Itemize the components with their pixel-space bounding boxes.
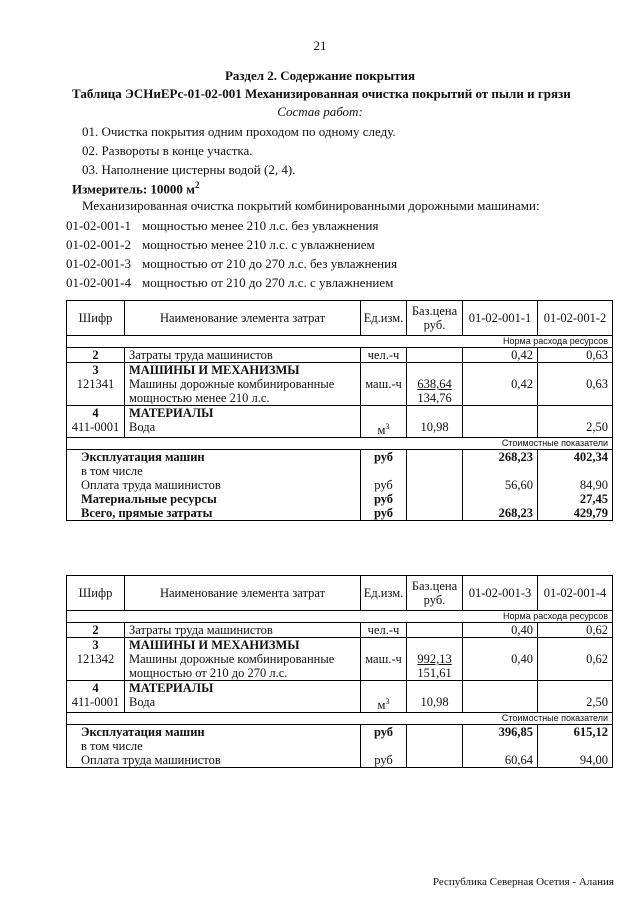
header-unit: Ед.изм. bbox=[361, 301, 407, 336]
operation-item: 02. Развороты в конце участка. bbox=[82, 143, 253, 158]
cost-row bbox=[67, 739, 613, 753]
cost-unit: руб bbox=[361, 478, 407, 492]
header-col-b: 01-02-001-2 bbox=[538, 301, 613, 336]
row-value-b: 2,50 bbox=[538, 695, 613, 713]
cost-subheader: Стоимостные показатели bbox=[67, 438, 613, 450]
cost-value-b: 402,34 bbox=[538, 450, 613, 465]
row-name: Вода bbox=[125, 695, 361, 713]
header-name: Наименование элемента затрат bbox=[125, 576, 361, 611]
operation-item: 03. Наполнение цистерны водой (2, 4). bbox=[82, 162, 296, 177]
variant-text: мощностью от 210 до 270 л.с. с увлажнением bbox=[142, 275, 394, 290]
cost-value-b: 429,79 bbox=[538, 506, 613, 521]
cost-row bbox=[67, 492, 613, 506]
cost-value-b: 94,00 bbox=[538, 753, 613, 768]
variant-text: мощностью менее 210 л.с. с увлажнением bbox=[142, 237, 375, 252]
group-name: МАШИНЫ И МЕХАНИЗМЫ bbox=[125, 363, 361, 378]
cost-value-b: 615,12 bbox=[538, 725, 613, 740]
row-unit: $м^3$ bbox=[361, 420, 407, 438]
row-price: 10,98 bbox=[407, 420, 463, 438]
row-value-b: 0,63 bbox=[538, 348, 613, 363]
cost-name: Эксплуатация машин bbox=[67, 450, 361, 465]
row-value-a: 0,40 bbox=[463, 652, 538, 681]
cost-name: в том числе bbox=[67, 739, 361, 753]
cost-value-a: 396,85 bbox=[463, 725, 538, 740]
row-code: 121342 bbox=[67, 652, 125, 681]
cost-name: Материальные ресурсы bbox=[67, 492, 361, 506]
header-code: Шифр bbox=[67, 301, 125, 336]
cost-value-a: 60,64 bbox=[463, 753, 538, 768]
variant-code: 01-02-001-1 bbox=[66, 218, 131, 233]
variant-item bbox=[66, 275, 393, 291]
row-price: 638,64 134,76 bbox=[407, 377, 463, 406]
cost-value-a: 268,23 bbox=[463, 506, 538, 521]
row-unit: чел.-ч bbox=[361, 623, 407, 638]
cost-row bbox=[67, 478, 613, 492]
header-code: Шифр bbox=[67, 576, 125, 611]
table-row bbox=[67, 363, 613, 378]
row-name: Машины дорожные комбинированные мощностью от 210 до 270 л.с. bbox=[125, 652, 361, 681]
row-name: Машины дорожные комбинированные мощностью менее 210 л.с. bbox=[125, 377, 361, 406]
variant-code: 01-02-001-2 bbox=[66, 237, 131, 252]
cost-value-b: 84,90 bbox=[538, 478, 613, 492]
row-code: 2 bbox=[67, 348, 125, 363]
header-name: Наименование элемента затрат bbox=[125, 301, 361, 336]
table-row bbox=[67, 681, 613, 696]
cost-value-b: 27,45 bbox=[538, 492, 613, 506]
resource-table-2 bbox=[66, 575, 613, 768]
row-unit: чел.-ч bbox=[361, 348, 407, 363]
variant-item bbox=[66, 256, 397, 272]
operation-item: 01. Очистка покрытия одним проходом по одному следу. bbox=[82, 124, 396, 139]
cost-name: в том числе bbox=[67, 464, 361, 478]
variant-code: 01-02-001-4 bbox=[66, 275, 131, 290]
norm-subheader: Норма расхода ресурсов bbox=[67, 336, 613, 348]
row-value-a: 0,42 bbox=[463, 348, 538, 363]
cost-name: Эксплуатация машин bbox=[67, 725, 361, 740]
row-code: 411-0001 bbox=[67, 420, 125, 438]
variant-item bbox=[66, 237, 375, 253]
table-title: Таблица ЭСНиЕРс-01-02-001 Механизированная очистка покрытий от пыли и грязи bbox=[72, 86, 571, 101]
norm-subheader: Норма расхода ресурсов bbox=[67, 611, 613, 623]
group-code: 3 bbox=[67, 638, 125, 653]
row-unit: маш.-ч bbox=[361, 377, 407, 406]
group-name: МАТЕРИАЛЫ bbox=[125, 406, 361, 421]
group-name: МАТЕРИАЛЫ bbox=[125, 681, 361, 696]
header-col-b: 01-02-001-4 bbox=[538, 576, 613, 611]
row-name: Затраты труда машинистов bbox=[125, 348, 361, 363]
table-row bbox=[67, 638, 613, 653]
table-row bbox=[67, 623, 613, 638]
row-unit: маш.-ч bbox=[361, 652, 407, 681]
cost-row bbox=[67, 450, 613, 465]
cost-row bbox=[67, 506, 613, 521]
header-price: Баз.цена руб. bbox=[407, 576, 463, 611]
row-value-a: 0,42 bbox=[463, 377, 538, 406]
header-col-a: 01-02-001-3 bbox=[463, 576, 538, 611]
table-row bbox=[67, 377, 613, 406]
row-unit: $м^3$ bbox=[361, 695, 407, 713]
row-value-a bbox=[463, 695, 538, 713]
row-price: 992,13 151,61 bbox=[407, 652, 463, 681]
variant-code: 01-02-001-3 bbox=[66, 256, 131, 271]
variant-item bbox=[66, 218, 378, 234]
table-row bbox=[67, 652, 613, 681]
table-row bbox=[67, 348, 613, 363]
cost-unit: руб bbox=[361, 492, 407, 506]
cost-row bbox=[67, 753, 613, 768]
group-name: МАШИНЫ И МЕХАНИЗМЫ bbox=[125, 638, 361, 653]
cost-unit: руб bbox=[361, 753, 407, 768]
header-unit: Ед.изм. bbox=[361, 576, 407, 611]
table-row bbox=[67, 406, 613, 421]
row-name: Затраты труда машинистов bbox=[125, 623, 361, 638]
table-row bbox=[67, 695, 613, 713]
section-title: Раздел 2. Содержание покрытия bbox=[224, 68, 416, 83]
table-row bbox=[67, 420, 613, 438]
cost-value-a: 56,60 bbox=[463, 478, 538, 492]
group-code: 3 bbox=[67, 363, 125, 378]
table-header-row bbox=[67, 301, 613, 336]
page-number: 21 bbox=[313, 38, 327, 53]
cost-name: Оплата труда машинистов bbox=[67, 753, 361, 768]
table-header-row bbox=[67, 576, 613, 611]
intro-text: Механизированная очистка покрытий комбинированными дорожными машинами: bbox=[82, 198, 540, 213]
cost-subheader: Стоимостные показатели bbox=[67, 713, 613, 725]
row-value-b: 0,62 bbox=[538, 623, 613, 638]
cost-name: Всего, прямые затраты bbox=[67, 506, 361, 521]
header-price: Баз.цена руб. bbox=[407, 301, 463, 336]
row-code: 2 bbox=[67, 623, 125, 638]
cost-row bbox=[67, 725, 613, 740]
measurement-unit: Измеритель: 10000 $м^2$ bbox=[72, 180, 200, 197]
cost-name: Оплата труда машинистов bbox=[67, 478, 361, 492]
cost-unit: руб bbox=[361, 725, 407, 740]
variant-text: мощностью менее 210 л.с. без увлажнения bbox=[142, 218, 379, 233]
row-code: 121341 bbox=[67, 377, 125, 406]
row-value-b: 0,63 bbox=[538, 377, 613, 406]
cost-unit: руб bbox=[361, 506, 407, 521]
variant-text: мощностью от 210 до 270 л.с. без увлажнения bbox=[142, 256, 398, 271]
row-value-a bbox=[463, 420, 538, 438]
row-value-b: 2,50 bbox=[538, 420, 613, 438]
cost-unit: руб bbox=[361, 450, 407, 465]
group-code: 4 bbox=[67, 406, 125, 421]
header-col-a: 01-02-001-1 bbox=[463, 301, 538, 336]
cost-value-a bbox=[463, 492, 538, 506]
page-footer: Республика Северная Осетия - Алания bbox=[432, 876, 614, 888]
work-composition-heading: Состав работ: bbox=[277, 104, 363, 119]
cost-row bbox=[67, 464, 613, 478]
row-name: Вода bbox=[125, 420, 361, 438]
row-value-b: 0,62 bbox=[538, 652, 613, 681]
resource-table-1 bbox=[66, 300, 613, 521]
cost-value-a: 268,23 bbox=[463, 450, 538, 465]
row-value-a: 0,40 bbox=[463, 623, 538, 638]
row-price: 10,98 bbox=[407, 695, 463, 713]
group-code: 4 bbox=[67, 681, 125, 696]
row-code: 411-0001 bbox=[67, 695, 125, 713]
